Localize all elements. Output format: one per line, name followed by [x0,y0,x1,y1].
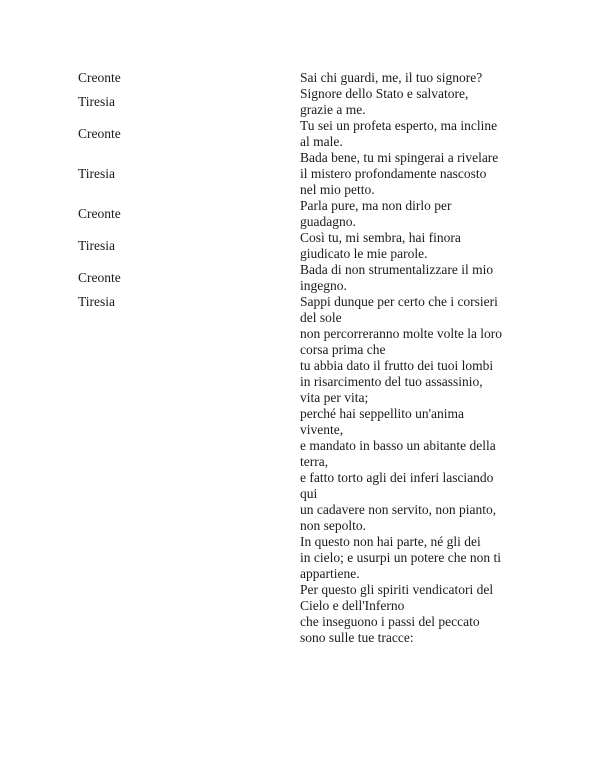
speech-line: Sappi dunque per certo che i corsieri [300,294,498,309]
speech-line: Cielo e dell'Inferno [300,598,405,613]
speech-line: perché hai seppellito un'anima [300,406,464,421]
speech-text [300,150,530,198]
speech-text [300,118,530,150]
speech-line: non percorreranno molte volte la loro [300,326,503,341]
speaker-name: Creonte [78,206,121,221]
dialogue-row [78,118,530,150]
speech-line: Bada di non strumentalizzare il mio [300,262,494,277]
speech-line: al male. [300,134,343,149]
speech-line: un cadavere non servito, non pianto, [300,502,497,517]
speech-line: vita per vita; [300,390,369,405]
speech-text [300,230,530,262]
speaker-name: Creonte [78,270,121,285]
dialogue-body [78,70,530,646]
speech-text [300,70,530,86]
dialogue-row [78,262,530,294]
speech-line: e fatto torto agli dei inferi lasciando [300,470,494,485]
speech-line: appartiene. [300,566,360,581]
dialogue-row [78,198,530,230]
speech-line: che inseguono i passi del peccato [300,614,480,629]
speech-line: il mistero profondamente nascosto [300,166,487,181]
speaker-name: Creonte [78,70,121,85]
speech-line: Bada bene, tu mi spingerai a rivelare [300,150,499,165]
dialogue-row [78,230,530,262]
speech-line: Così tu, mi sembra, hai finora [300,230,461,245]
speech-text [300,198,530,230]
speech-line: Signore dello Stato e salvatore, [300,86,469,101]
speech-line: guadagno. [300,214,356,229]
speaker-name: Tiresia [78,238,116,253]
speech-line: corsa prima che [300,342,386,357]
speaker-name: Tiresia [78,294,116,309]
speech-line: Tu sei un profeta esperto, ma incline [300,118,498,133]
speech-line: qui [300,486,318,501]
speech-line: e mandato in basso un abitante della [300,438,496,453]
dialogue-row [78,150,530,198]
speaker-name: Creonte [78,126,121,141]
dialogue-row [78,70,530,86]
speech-line: non sepolto. [300,518,366,533]
speech-text [300,294,530,646]
speech-line: grazie a me. [300,102,366,117]
speech-line: nel mio petto. [300,182,375,197]
dialogue-row [78,86,530,118]
speech-line: del sole [300,310,342,325]
dialogue-table [78,70,530,646]
speech-text [300,86,530,118]
speech-line: Per questo gli spiriti vendicatori del [300,582,494,597]
speech-line: In questo non hai parte, né gli dei [300,534,481,549]
speech-line: terra, [300,454,329,469]
speech-line: Parla pure, ma non dirlo per [300,198,452,213]
speech-line: ingegno. [300,278,347,293]
speaker-name: Tiresia [78,166,116,181]
speaker-name: Tiresia [78,94,116,109]
speech-line: sono sulle tue tracce: [300,630,414,645]
speech-text [300,262,530,294]
speech-line: Sai chi guardi, me, il tuo signore? [300,70,483,85]
speech-line: vivente, [300,422,344,437]
dialogue-row [78,294,530,646]
speech-line: in cielo; e usurpi un potere che non ti [300,550,501,565]
speech-line: giudicato le mie parole. [300,246,428,261]
speech-line: tu abbia dato il frutto dei tuoi lombi [300,358,494,373]
speech-line: in risarcimento del tuo assassinio, [300,374,483,389]
